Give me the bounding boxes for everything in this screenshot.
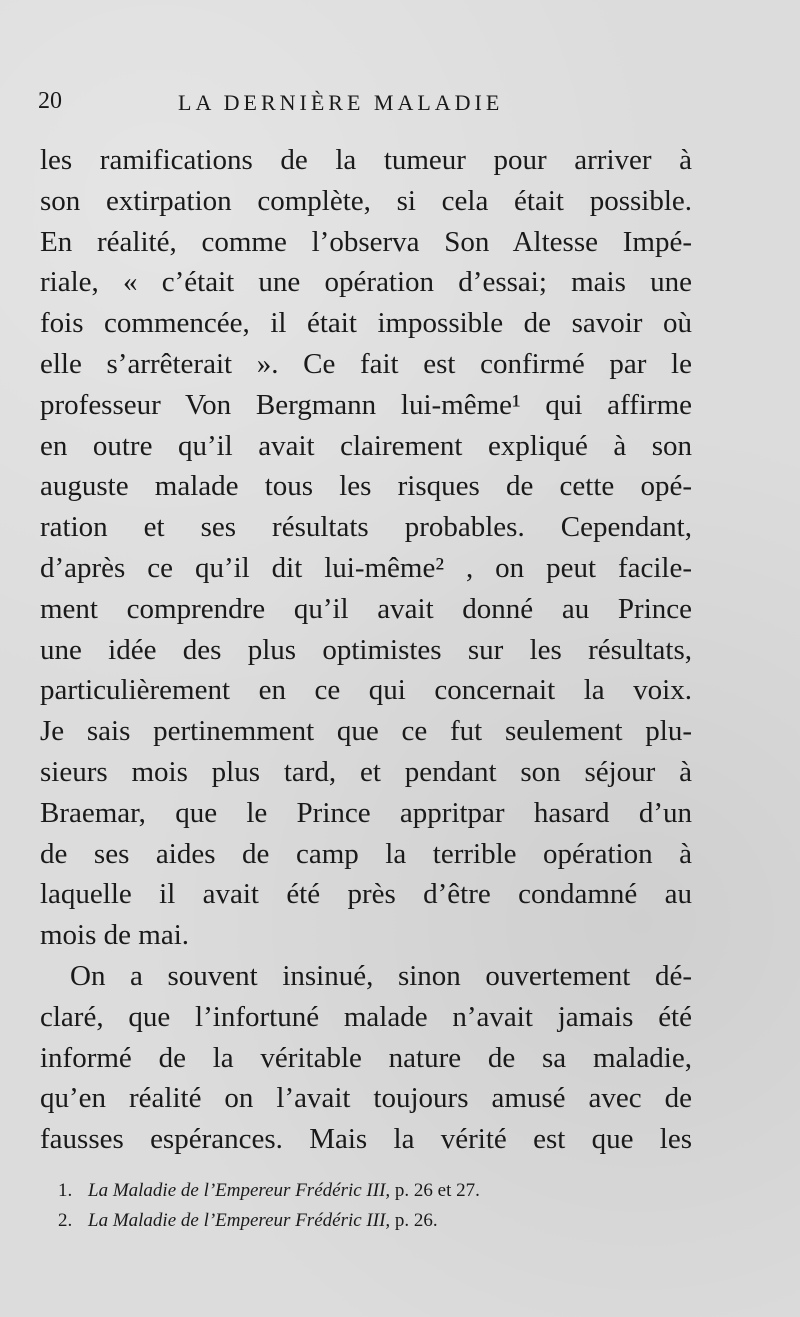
text-line: riale, « c’était une opération d’essai; mais une <box>40 266 692 299</box>
footnote <box>58 1176 698 1206</box>
text-line: fois commencée, il était impossible de savoir où <box>40 307 692 340</box>
text-line: ration et ses résultats probables. Cependant, <box>40 511 692 544</box>
footnote <box>58 1206 698 1236</box>
text-line: laquelle il avait été près d’être condamné au <box>40 878 692 911</box>
text-line: son extirpation complète, si cela était possible. <box>40 184 692 217</box>
text-line: qu’en réalité on l’avait toujours amusé avec de <box>40 1082 692 1115</box>
footnote-number: 1. <box>58 1180 73 1201</box>
footnote-title: La Maladie de l’Empereur Frédéric III, <box>88 1210 391 1231</box>
body-text <box>40 140 692 1160</box>
footnote-number: 2. <box>58 1210 73 1231</box>
text-line: On a souvent insinué, sinon ouvertement dé- <box>70 959 692 992</box>
text-line: professeur Von Bergmann lui-même¹ qui affirme <box>40 388 692 421</box>
footnotes <box>58 1176 698 1236</box>
text-line: en outre qu’il avait clairement expliqué à son <box>40 429 692 462</box>
text-line: particulièrement en ce qui concernait la voix. <box>40 674 692 707</box>
footnote-page-ref: p. 26. <box>390 1210 438 1231</box>
page-number: 20 <box>38 88 62 114</box>
text-line: sieurs mois plus tard, et pendant son séjour à <box>40 755 692 788</box>
footnote-title: La Maladie de l’Empereur Frédéric III, <box>88 1180 391 1201</box>
text-line: claré, que l’infortuné malade n’avait jamais été <box>40 1000 692 1033</box>
page-header <box>38 88 758 122</box>
text-line: les ramifications de la tumeur pour arriver à <box>40 144 692 176</box>
text-line: une idée des plus optimistes sur les résultats, <box>40 633 692 666</box>
text-line: mois de mai. <box>40 919 190 952</box>
footnote-page-ref: p. 26 et 27. <box>390 1180 480 1201</box>
running-title: LA DERNIÈRE MALADIE <box>178 90 504 115</box>
text-line: fausses espérances. Mais la vérité est que les <box>40 1123 692 1156</box>
text-line: auguste malade tous les risques de cette opé- <box>40 470 692 503</box>
text-line: En réalité, comme l’observa Son Altesse Impé- <box>40 225 692 258</box>
text-line: Braemar, que le Prince appritpar hasard d’un <box>40 796 692 829</box>
text-line: ment comprendre qu’il avait donné au Prince <box>40 592 692 625</box>
text-line: Je sais pertinemment que ce fut seulement plu- <box>40 715 692 748</box>
text-line: elle s’arrêterait ». Ce fait est confirmé par le <box>40 347 692 380</box>
text-line: de ses aides de camp la terrible opération à <box>40 837 692 870</box>
text-line: d’après ce qu’il dit lui-même² , on peut facile- <box>40 551 692 584</box>
text-line: informé de la véritable nature de sa maladie, <box>40 1041 692 1074</box>
